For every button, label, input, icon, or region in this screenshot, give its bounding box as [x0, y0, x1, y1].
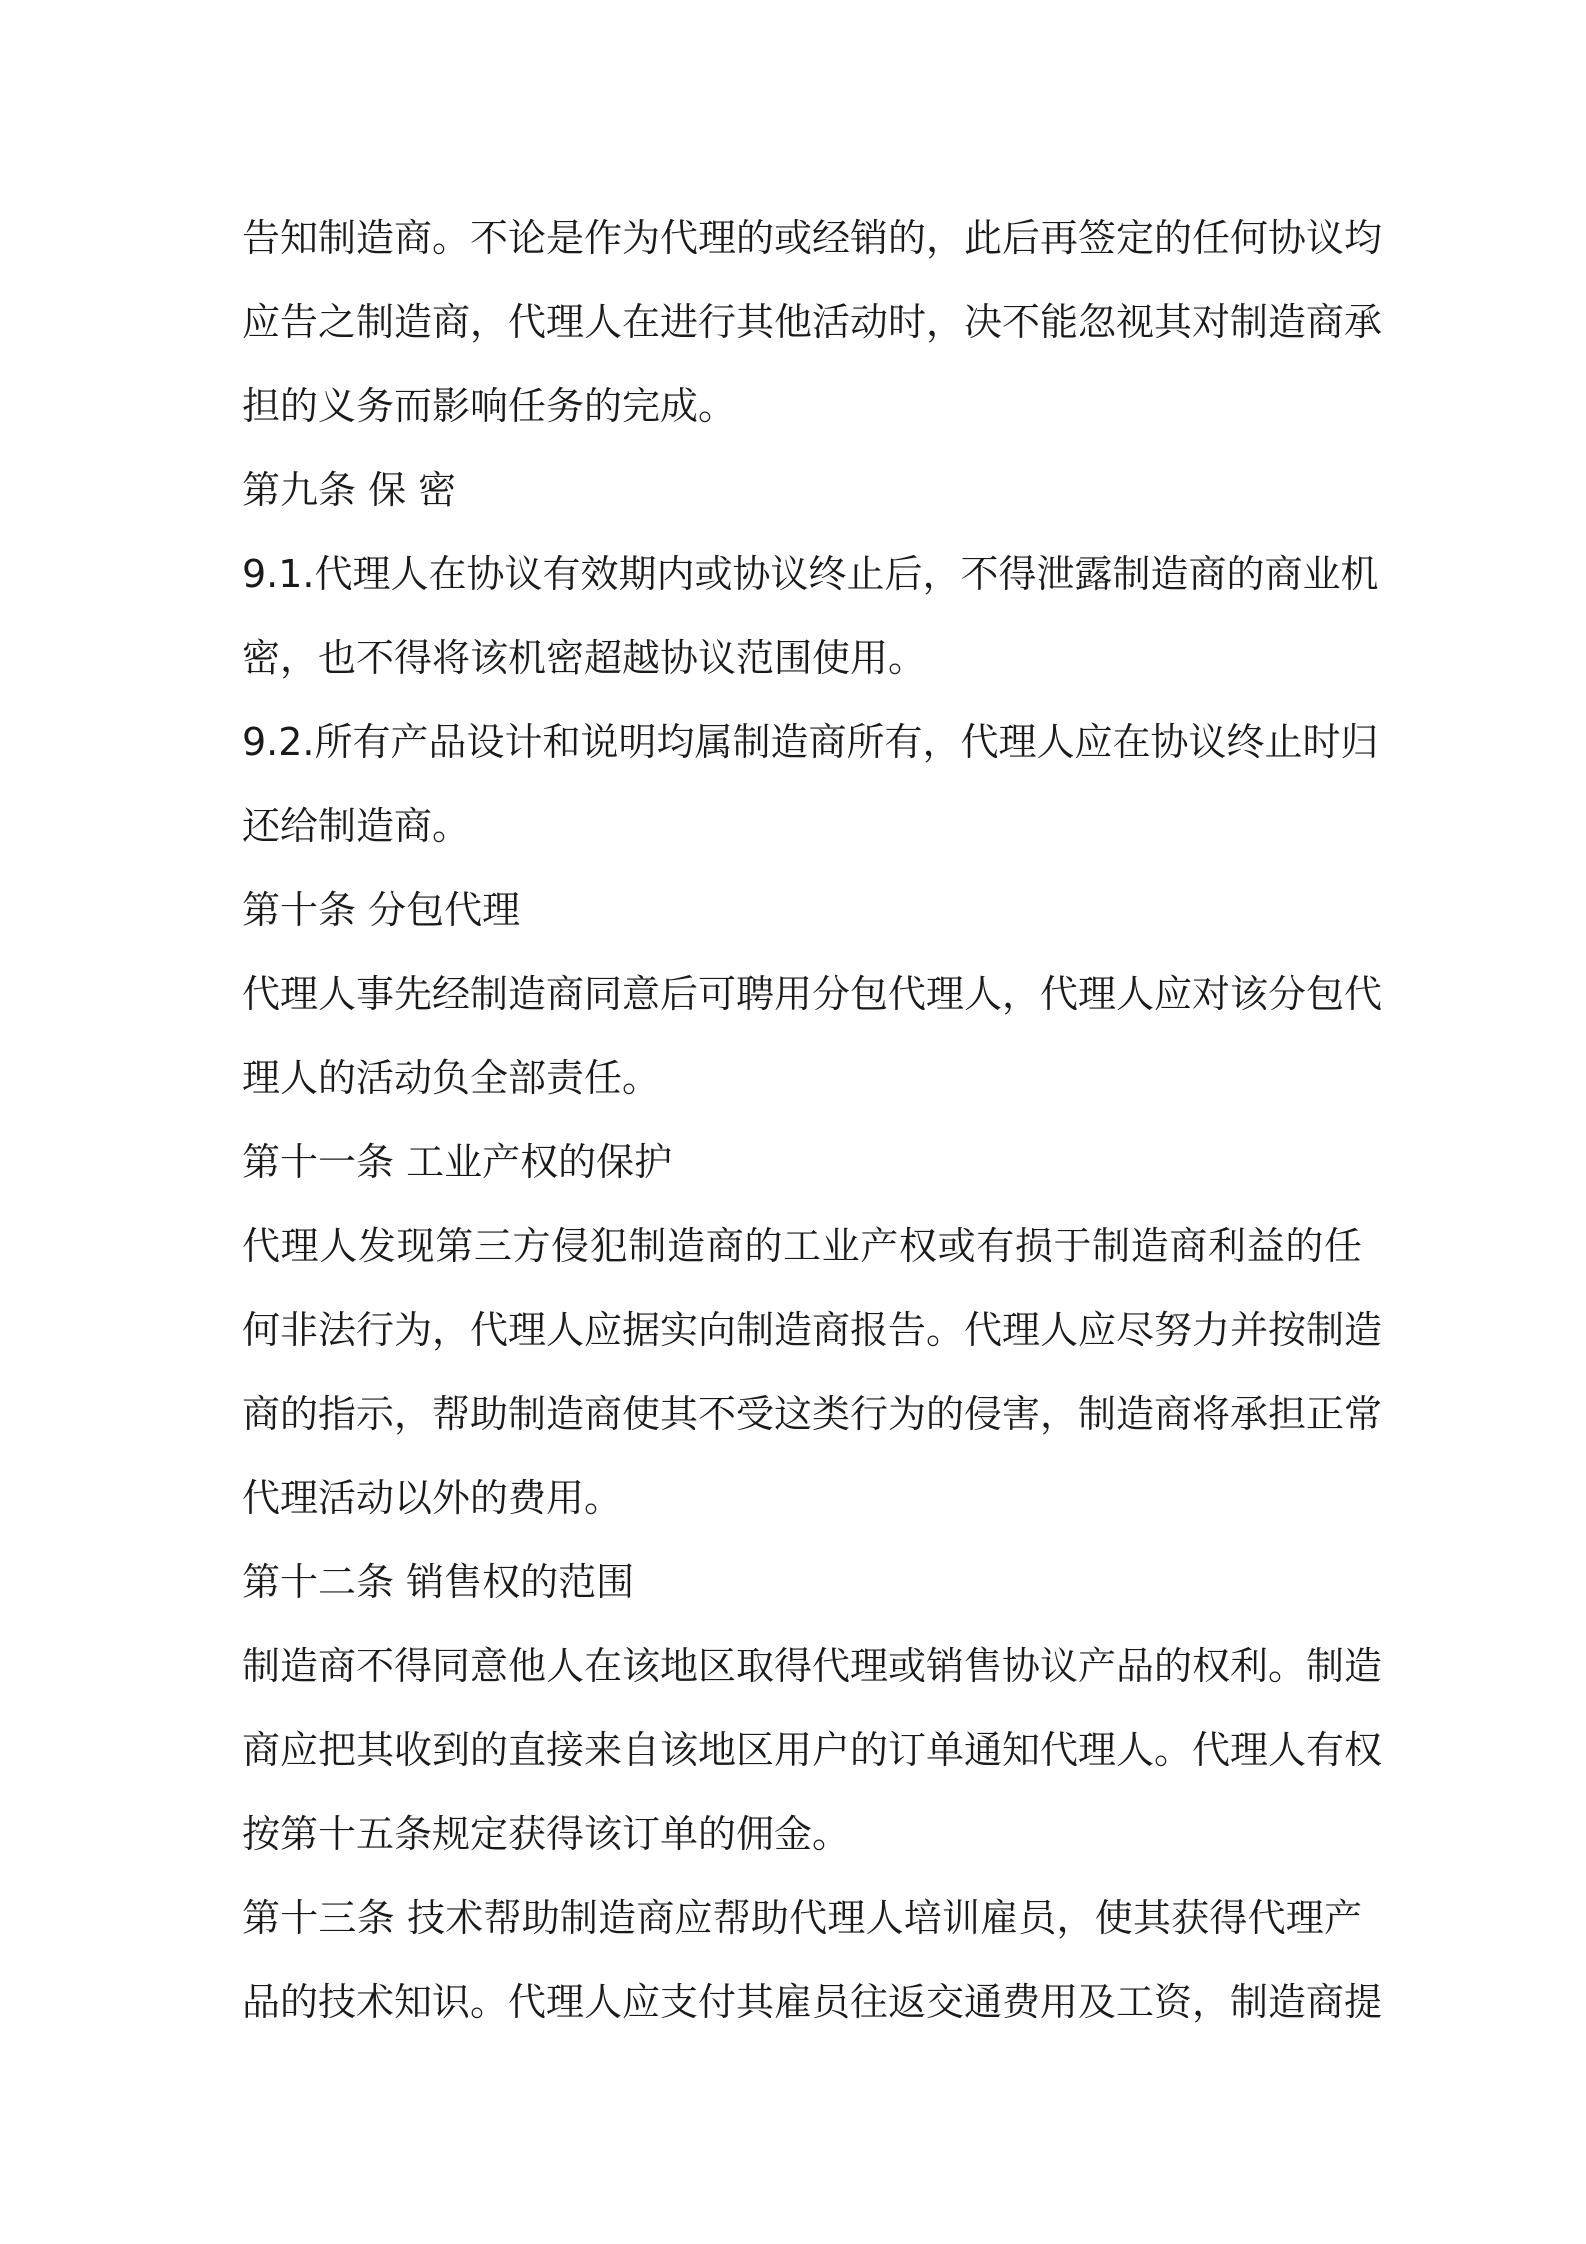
- paragraph-line: 代理人事先经制造商同意后可聘用分包代理人，代理人应对该分包代: [242, 972, 1383, 1016]
- paragraph-line: 告知制造商。不论是作为代理的或经销的，此后再签定的任何协议均: [242, 216, 1383, 260]
- paragraph-line: 应告之制造商，代理人在进行其他活动时，决不能忽视其对制造商承: [242, 300, 1383, 344]
- clause-9-2-line: 9.2.所有产品设计和说明均属制造商所有，代理人应在协议终止时归: [242, 720, 1379, 764]
- paragraph-line: 商的指示，帮助制造商使其不受这类行为的侵害，制造商将承担正常: [242, 1392, 1383, 1436]
- paragraph-line: 担的义务而影响任务的完成。: [242, 384, 737, 428]
- clause-9-1-line: 9.1.代理人在协议有效期内或协议终止后，不得泄露制造商的商业机: [242, 552, 1379, 596]
- paragraph-line: 品的技术知识。代理人应支付其雇员往返交通费用及工资，制造商提: [242, 1980, 1383, 2024]
- section-heading-article-11: 第十一条 工业产权的保护: [242, 1140, 673, 1184]
- document-body: [242, 196, 1383, 2044]
- section-heading-article-13: 第十三条 技术帮助制造商应帮助代理人培训雇员，使其获得代理产: [242, 1896, 1362, 1940]
- paragraph-line: 理人的活动负全部责任。: [242, 1056, 661, 1100]
- paragraph-line: 代理人发现第三方侵犯制造商的工业产权或有损于制造商利益的任: [242, 1224, 1362, 1268]
- clause-9-1-line: 密，也不得将该机密超越协议范围使用。: [242, 636, 927, 680]
- paragraph-line: 代理活动以外的费用。: [242, 1476, 623, 1520]
- section-heading-article-12: 第十二条 销售权的范围: [242, 1560, 635, 1604]
- clause-9-2-line: 还给制造商。: [242, 804, 471, 848]
- paragraph-line: 制造商不得同意他人在该地区取得代理或销售协议产品的权利。制造: [242, 1644, 1383, 1688]
- section-heading-article-10: 第十条 分包代理: [242, 888, 521, 932]
- paragraph-line: 商应把其收到的直接来自该地区用户的订单通知代理人。代理人有权: [242, 1728, 1383, 1772]
- section-heading-article-9: 第九条 保 密: [242, 468, 457, 512]
- paragraph-line: 按第十五条规定获得该订单的佣金。: [242, 1812, 851, 1856]
- paragraph-line: 何非法行为，代理人应据实向制造商报告。代理人应尽努力并按制造: [242, 1308, 1383, 1352]
